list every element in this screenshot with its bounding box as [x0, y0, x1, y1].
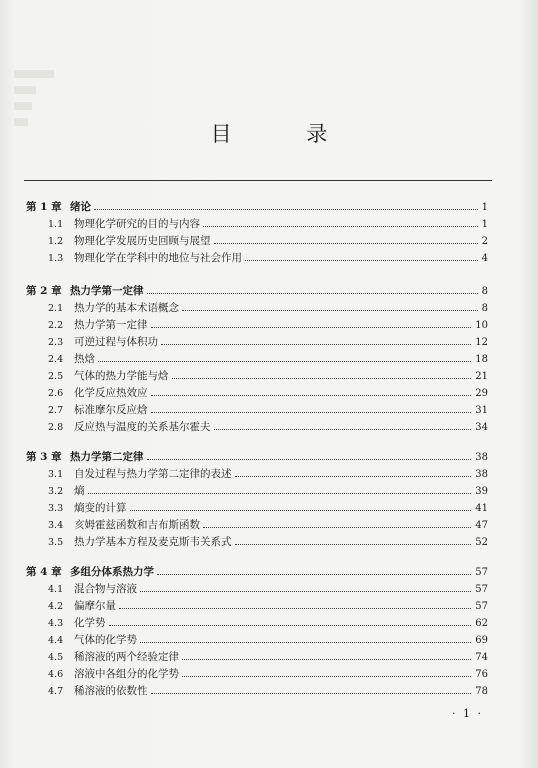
toc-leader-dots — [203, 214, 478, 227]
toc-entry-page: 1 — [481, 202, 488, 213]
toc-section-entry — [48, 613, 488, 627]
toc-entry-title: 标准摩尔反应焓 — [74, 404, 148, 416]
toc-section-entry — [48, 515, 488, 529]
toc-entry-number: 4.7 — [48, 686, 64, 697]
toc-entry-page: 29 — [475, 388, 488, 399]
toc-entry-title: 化学反应热效应 — [74, 387, 148, 399]
toc-entry-number: 4.4 — [48, 635, 64, 646]
toc-section-entry — [48, 481, 488, 495]
toc-entry-title: 热力学基本方程及麦克斯韦关系式 — [74, 536, 232, 548]
toc-section-entry — [48, 383, 488, 397]
toc-entry-number: 4.1 — [48, 584, 64, 595]
toc-entry-title: 稀溶液的两个经验定律 — [74, 651, 179, 663]
toc-section-entry — [48, 298, 488, 312]
toc-entry-page: 18 — [475, 354, 488, 365]
toc-entry-title: 多组分体系热力学 — [70, 566, 154, 578]
toc-section-entry — [48, 498, 488, 512]
toc-entry-page: 8 — [481, 286, 488, 297]
toc-entry-page: 47 — [475, 520, 488, 531]
toc-entry-number: 1.2 — [48, 236, 64, 247]
toc-entry-title: 气体的热力学能与焓 — [74, 370, 169, 382]
toc-entry-page: 34 — [475, 422, 488, 433]
toc-section-entry — [48, 248, 488, 262]
toc-entry-page: 78 — [475, 686, 488, 697]
toc-leader-dots — [109, 613, 472, 626]
toc-leader-dots — [147, 281, 478, 294]
toc-entry-page: 74 — [475, 652, 488, 663]
toc-entry-number: 2.4 — [48, 354, 64, 365]
toc-leader-dots — [140, 630, 471, 643]
page-number: · 1 · — [452, 707, 483, 720]
toc-leader-dots — [94, 197, 478, 210]
toc-leader-dots — [140, 579, 471, 592]
toc-entry-number: 2.1 — [48, 303, 64, 314]
toc-leader-dots — [88, 481, 472, 494]
toc-leader-dots — [182, 647, 471, 660]
toc-section-entry — [48, 231, 488, 245]
toc-entry-number: 第 2 章 — [26, 285, 62, 297]
toc-section-entry — [48, 400, 488, 414]
toc-entry-title: 溶液中各组分的化学势 — [74, 668, 179, 680]
toc-section-entry — [48, 349, 488, 363]
toc-entry-number: 2.2 — [48, 320, 64, 331]
toc-entry-page: 10 — [475, 320, 488, 331]
toc-entry-title: 自发过程与热力学第二定律的表述 — [74, 468, 232, 480]
toc-section-entry — [48, 664, 488, 678]
toc-entry-page: 39 — [475, 486, 488, 497]
toc-entry-title: 可逆过程与体积功 — [74, 336, 158, 348]
toc-entry-page: 38 — [475, 469, 488, 480]
toc-section-entry — [48, 532, 488, 546]
toc-entry-number: 3.4 — [48, 520, 64, 531]
toc-entry-number: 第 3 章 — [26, 451, 62, 463]
toc-entry-title: 热焓 — [74, 353, 95, 365]
toc-entry-number: 第 1 章 — [26, 201, 62, 213]
toc-leader-dots — [235, 464, 472, 477]
toc-entry-title: 热力学第一定律 — [70, 285, 144, 297]
toc-leader-dots — [182, 298, 478, 311]
toc-section-entry — [48, 630, 488, 644]
toc-leader-dots — [98, 349, 471, 362]
toc-section-entry — [48, 464, 488, 478]
toc-entry-number: 1.1 — [48, 219, 64, 230]
toc-entry-title: 反应热与温度的关系基尔霍夫 — [74, 421, 211, 433]
toc-leader-dots — [119, 596, 471, 609]
toc-entry-title: 亥姆霍兹函数和吉布斯函数 — [74, 519, 200, 531]
toc-entry-number: 3.2 — [48, 486, 64, 497]
toc-leader-dots — [235, 532, 472, 545]
toc-section-entry — [48, 315, 488, 329]
toc-entry-page: 4 — [481, 253, 488, 264]
toc-chapter-entry — [26, 281, 488, 295]
toc-entry-title: 稀溶液的依数性 — [74, 685, 148, 697]
toc-entry-title: 化学势 — [74, 617, 106, 629]
toc-chapter-entry — [26, 197, 488, 211]
toc-entry-title: 热力学第二定律 — [70, 451, 144, 463]
toc-entry-number: 1.3 — [48, 253, 64, 264]
toc-entry-number: 4.2 — [48, 601, 64, 612]
toc-entry-title: 热力学第一定律 — [74, 319, 148, 331]
toc-chapter-entry — [26, 562, 488, 576]
toc-section-entry — [48, 332, 488, 346]
toc-leader-dots — [245, 248, 478, 261]
toc-entry-page: 12 — [475, 337, 488, 348]
toc-leader-dots — [147, 447, 472, 460]
page-title: 目 录 — [210, 122, 362, 146]
toc-entry-number: 4.5 — [48, 652, 64, 663]
toc-section-entry — [48, 647, 488, 661]
toc-entry-number: 2.7 — [48, 405, 64, 416]
toc-entry-title: 熵 — [74, 485, 85, 497]
toc-entry-page: 41 — [475, 503, 488, 514]
toc-entry-number: 3.3 — [48, 503, 64, 514]
toc-entry-page: 62 — [475, 618, 488, 629]
toc-entry-number: 2.3 — [48, 337, 64, 348]
toc-leader-dots — [151, 315, 472, 328]
toc-section-entry — [48, 417, 488, 431]
toc-entry-page: 2 — [481, 236, 488, 247]
toc-entry-page: 21 — [475, 371, 488, 382]
toc-leader-dots — [214, 231, 478, 244]
toc-entry-number: 4.3 — [48, 618, 64, 629]
toc-leader-dots — [172, 366, 472, 379]
toc-leader-dots — [203, 515, 471, 528]
toc-entry-title: 物理化学发展历史回顾与展望 — [74, 235, 211, 247]
toc-leader-dots — [130, 498, 472, 511]
toc-leader-dots — [161, 332, 471, 345]
toc-entry-number: 3.5 — [48, 537, 64, 548]
toc-entry-page: 57 — [475, 601, 488, 612]
toc-entry-title: 物理化学在学科中的地位与社会作用 — [74, 252, 242, 264]
toc-entry-number: 2.8 — [48, 422, 64, 433]
toc-leader-dots — [182, 664, 471, 677]
toc-entry-title: 气体的化学势 — [74, 634, 137, 646]
toc-entry-number: 4.6 — [48, 669, 64, 680]
toc-leader-dots — [157, 562, 471, 575]
toc-entry-page: 1 — [481, 219, 488, 230]
toc-entry-title: 熵变的计算 — [74, 502, 127, 514]
toc-entry-title: 热力学的基本术语概念 — [74, 302, 179, 314]
toc-entry-page: 69 — [475, 635, 488, 646]
toc-section-entry — [48, 596, 488, 610]
toc-section-entry — [48, 214, 488, 228]
toc-section-entry — [48, 579, 488, 593]
toc-leader-dots — [214, 417, 472, 430]
toc-entry-page: 31 — [475, 405, 488, 416]
toc-entry-title: 物理化学研究的目的与内容 — [74, 218, 200, 230]
toc-section-entry — [48, 681, 488, 695]
toc-leader-dots — [151, 400, 472, 413]
toc-entry-page: 52 — [475, 537, 488, 548]
toc-entry-number: 2.6 — [48, 388, 64, 399]
toc-leader-dots — [151, 681, 472, 694]
toc-section-entry — [48, 366, 488, 380]
toc-entry-page: 76 — [475, 669, 488, 680]
toc-entry-title: 混合物与溶液 — [74, 583, 137, 595]
toc-entry-number: 3.1 — [48, 469, 64, 480]
toc-entry-number: 2.5 — [48, 371, 64, 382]
toc-entry-number: 第 4 章 — [26, 566, 62, 578]
toc-entry-page: 8 — [481, 303, 488, 314]
toc-chapter-entry — [26, 447, 488, 461]
toc-entry-page: 57 — [475, 567, 488, 578]
toc-leader-dots — [151, 383, 472, 396]
toc-entry-title: 绪论 — [70, 201, 91, 213]
toc-entry-title: 偏摩尔量 — [74, 600, 116, 612]
toc-entry-page: 57 — [475, 584, 488, 595]
toc-entry-page: 38 — [475, 452, 488, 463]
